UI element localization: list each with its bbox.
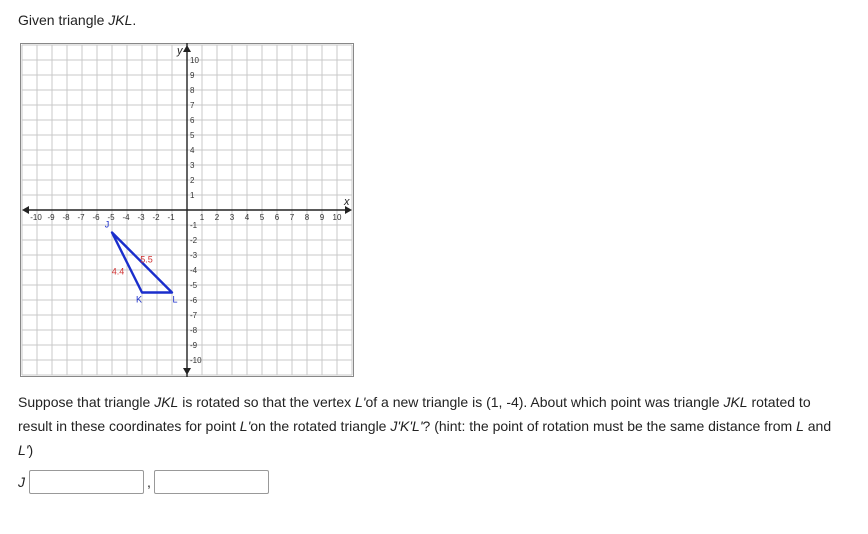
y-tick-label: 5 [190,131,195,140]
vertex-label-j: J [104,219,110,230]
y-tick-label: -5 [190,281,198,290]
x-coordinate-input[interactable] [29,470,144,494]
vertex-label-k: K [135,294,143,305]
question-text: Suppose that triangle JKL is rotated so that the vertex L'of a new triangle is (1, -4). About which point was triangle JKL rotated to result in these coordinates for point L'on the rotated triangle J'K'L'? (hint: the point of rotation must be the same distance from L and L') [18,394,832,458]
coordinate-separator: , [147,474,151,490]
y-tick-label: -1 [190,221,198,230]
x-tick-label: 7 [289,213,295,222]
y-tick-label: -8 [190,326,198,335]
x-tick-label: -2 [152,213,160,222]
side-length-label: 4.4 [111,266,125,277]
y-tick-label: -7 [190,311,198,320]
y-tick-label: -2 [190,236,198,245]
y-tick-label: 8 [190,86,195,95]
x-tick-label: -9 [47,213,55,222]
x-tick-label: -4 [122,213,130,222]
x-tick-label: 10 [332,213,342,222]
answer-point-label: J [18,474,25,490]
y-tick-label: -6 [190,296,198,305]
answer-row [18,470,269,494]
y-tick-label: -10 [190,356,202,365]
x-axis-label: x [344,196,350,208]
vertex-label-l: L [172,294,178,305]
x-tick-label: 8 [304,213,310,222]
x-tick-label: -3 [137,213,145,222]
x-tick-label: -5 [107,213,115,222]
y-tick-label: 2 [190,176,195,185]
triangle-name: JKL [108,12,133,28]
y-tick-label: 10 [190,56,199,65]
x-tick-label: 1 [199,213,205,222]
y-axis-label: y [177,45,183,57]
x-tick-label: -7 [77,213,85,222]
x-tick-label: -10 [30,213,42,222]
side-length-label: 5.5 [140,254,153,265]
x-tick-label: 2 [214,213,220,222]
x-tick-label: 6 [274,213,280,222]
x-tick-label: 5 [259,213,265,222]
y-tick-label: 1 [190,191,195,200]
y-tick-label: 9 [190,71,195,80]
y-coordinate-input[interactable] [154,470,269,494]
y-tick-label: -4 [190,266,198,275]
y-tick-label: 4 [190,146,195,155]
y-tick-label: 6 [190,116,195,125]
intro-text: Given triangle JKL. [18,12,137,28]
y-tick-label: 7 [190,101,195,110]
x-tick-label: 3 [229,213,235,222]
y-tick-label: -3 [190,251,198,260]
x-tick-label: -8 [62,213,70,222]
y-tick-label: 3 [190,161,195,170]
x-tick-label: 4 [244,213,250,222]
x-tick-label: -6 [92,213,100,222]
x-tick-label: -1 [167,213,175,222]
x-tick-label: 9 [319,213,325,222]
coordinate-graph [20,43,354,377]
y-tick-label: -9 [190,341,198,350]
